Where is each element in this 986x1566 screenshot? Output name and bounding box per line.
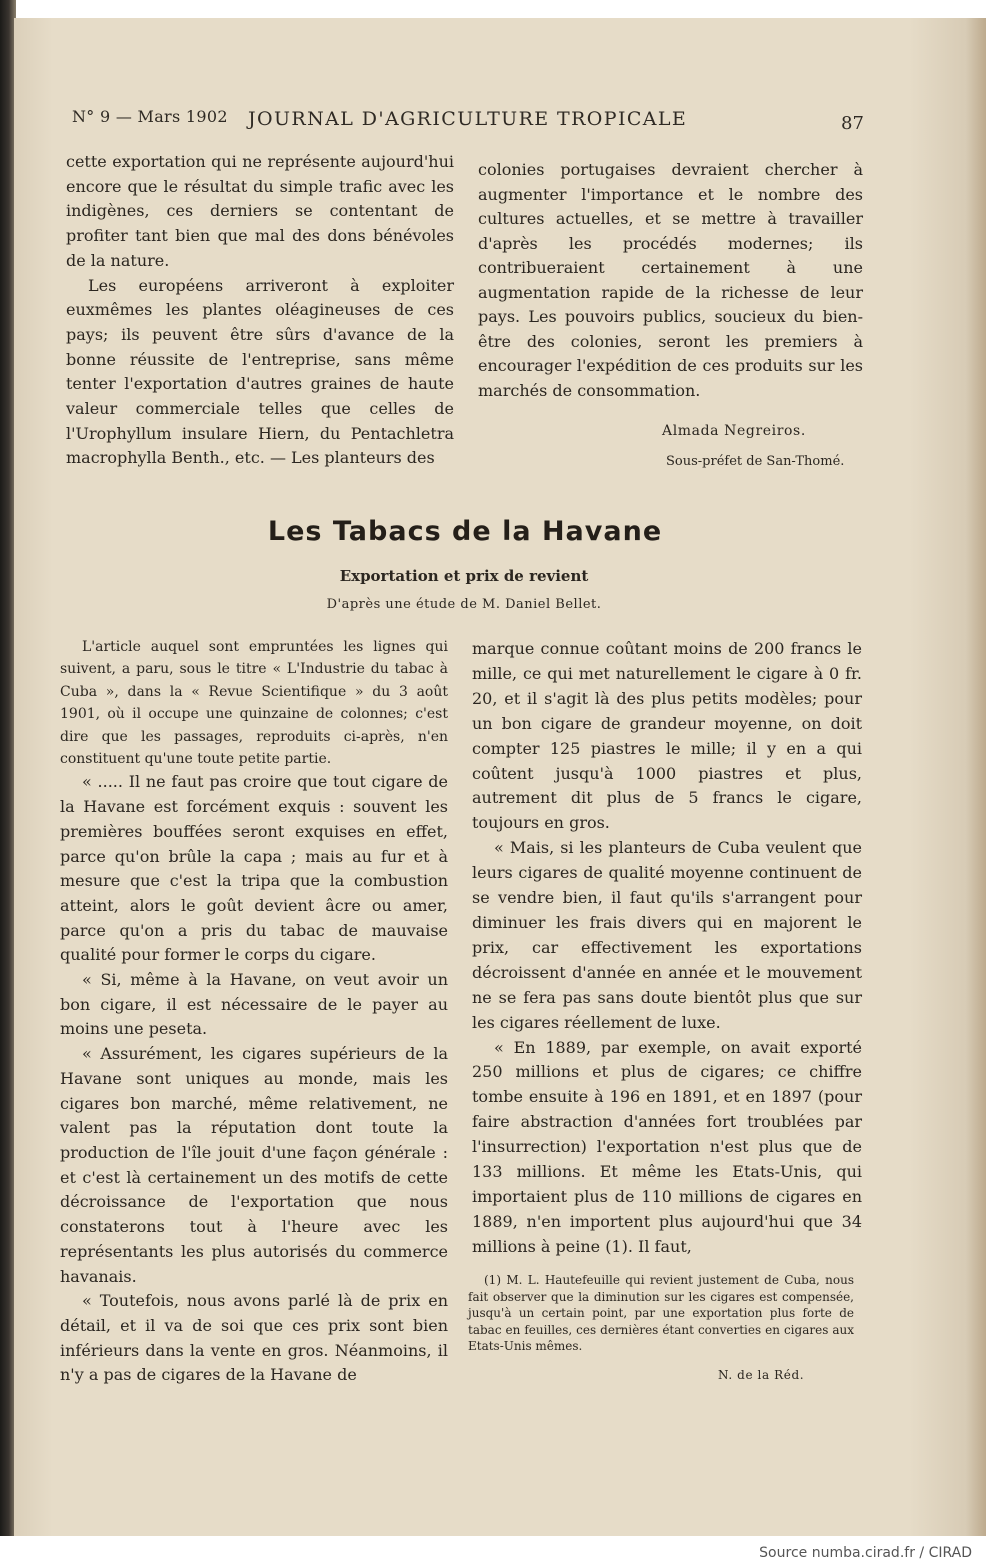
author-signature: Almada Negreiros. — [662, 423, 806, 439]
page-number: 87 — [841, 113, 864, 134]
paragraph: « Toutefois, nous avons parlé là de prix en détail, et il va de soi que ces prix sont bien inférieurs dans la vente en gros. Néanmoins, il n'y a pas de cigares de la Havane de — [60, 1291, 448, 1385]
footnote-signature: N. de la Réd. — [718, 1368, 805, 1382]
page-curl-shadow — [966, 18, 986, 1536]
author-title: Sous-préfet de San-Thomé. — [666, 454, 845, 469]
paragraph: « Si, même à la Havane, on veut avoir un bon cigare, il est nécessaire de le payer au moins une peseta. — [60, 970, 448, 1039]
paragraph: Les européens arriveront à exploiter euxmêmes les plantes oléagineuses de ces pays; ils peuvent être sûrs d'avance de la bonne réussite de l'entreprise, sans même tenter l'exportation d'autres graines de haute valeur commerciale telles que celles de l'Urophyllum insulare Hiern, du Pentachletra macrophylla Benth., etc. — Les planteurs des — [66, 275, 454, 468]
article-intro: L'article auquel sont empruntées les lignes qui suivent, a paru, sous le titre « L'Industrie du tabac à Cuba », dans la « Revue Scientifique » du 3 août 1901, où il occupe une quinzaine de colonnes; c'est dire que les passages, reproduits ci-après, n'en constituent qu'une toute petite partie. — [60, 639, 448, 768]
paragraph: marque connue coûtant moins de 200 francs le mille, ce qui met naturellement le cigare à 0 fr. 20, et il s'agit là des plus petits modèles; pour un bon cigare de grandeur moyenne, on doit compter 125 piastres le mille; il y en a qui coûtent jusqu'à 1000 piastres et plus, autrement dit plus de 5 francs le cigare, toujours en gros. — [472, 639, 862, 833]
article-right-column — [472, 637, 862, 1260]
paragraph: colonies portugaises devraient chercher à augmenter l'importance et le nombre des cultures actuelles, et se mettre à travailler d'après les procédés modernes; ils contribueraient certainement à une augmentation rapide de la richesse de leur pays. Les pouvoirs publics, soucieux du bien-être des colonies, seront les premiers à encourager l'expédition de ces produits sur les marchés de consommation. — [478, 160, 863, 400]
previous-article-right-column — [478, 158, 863, 403]
paragraph: « Mais, si les planteurs de Cuba veulent que leurs cigares de qualité moyenne continuent de se vendre bien, il faut qu'ils s'arrangent pour diminuer les frais divers qui en majorent le prix, car effectivement les exportations décroissent d'année en année et le mouvement ne se fera pas sans doute bientôt plus que sur les cigares réellement de luxe. — [472, 838, 862, 1032]
article-source-line: D'après une étude de M. Daniel Bellet. — [326, 597, 602, 612]
article-title: Les Tabacs de la Havane — [267, 516, 663, 547]
footnote — [468, 1272, 854, 1355]
journal-title: JOURNAL D'AGRICULTURE TROPICALE — [248, 108, 688, 130]
paragraph: « ..... Il ne faut pas croire que tout cigare de la Havane est forcément exquis : souvent les premières bouffées seront exquises en effet, parce qu'on brûle la capa ; mais au fur et à mesure que c'est la tripa que la combustion atteint, alors le goût devient âcre ou amer, parce qu'on a pris du tabac de mauvaise qualité pour former le corps du cigare. — [60, 772, 448, 965]
article-left-column — [60, 636, 448, 1388]
paragraph: cette exportation qui ne représente aujourd'hui encore que le résultat du simple trafic avec les indigènes, ces derniers se contentant de profiter tant bien que mal des dons bénévoles de la nature. — [66, 152, 454, 270]
article-subtitle: Exportation et prix de revient — [339, 567, 589, 585]
previous-article-left-column — [66, 150, 454, 471]
footnote-text: (1) M. L. Hautefeuille qui revient justement de Cuba, nous fait observer que la diminution sur les cigares est compensée, jusqu'à un certain point, par une exportation plus forte de tabac en feuilles, ces dernières étant converties en cigares aux Etats-Unis mêmes. — [468, 1273, 854, 1353]
paragraph: « En 1889, par exemple, on avait exporté 250 millions et plus de cigares; ce chiffre tombe ensuite à 196 en 1891, et en 1897 (pour faire abstraction d'années fort troublées par l'insurrection) l'exportation n'est plus que de 133 millions. Et même les Etats-Unis, qui importaient plus de 110 millions de cigares en 1889, n'en importent plus aujourd'hui que 34 millions à peine (1). Il faut, — [472, 1037, 862, 1256]
issue-date: N° 9 — Mars 1902 — [72, 107, 228, 126]
paragraph: « Assurément, les cigares supérieurs de la Havane sont uniques au monde, mais les cigares bon marché, même relativement, ne valent pas la réputation dont toute la production de l'île jouit d'une façon générale : et c'est là certainement un des motifs de cette décroissance de l'exportation que nous constaterons tout à l'heure avec les représentants les plus autorisés du commerce havanais. — [60, 1044, 448, 1286]
source-credit: Source numba.cirad.fr / CIRAD — [759, 1545, 972, 1561]
